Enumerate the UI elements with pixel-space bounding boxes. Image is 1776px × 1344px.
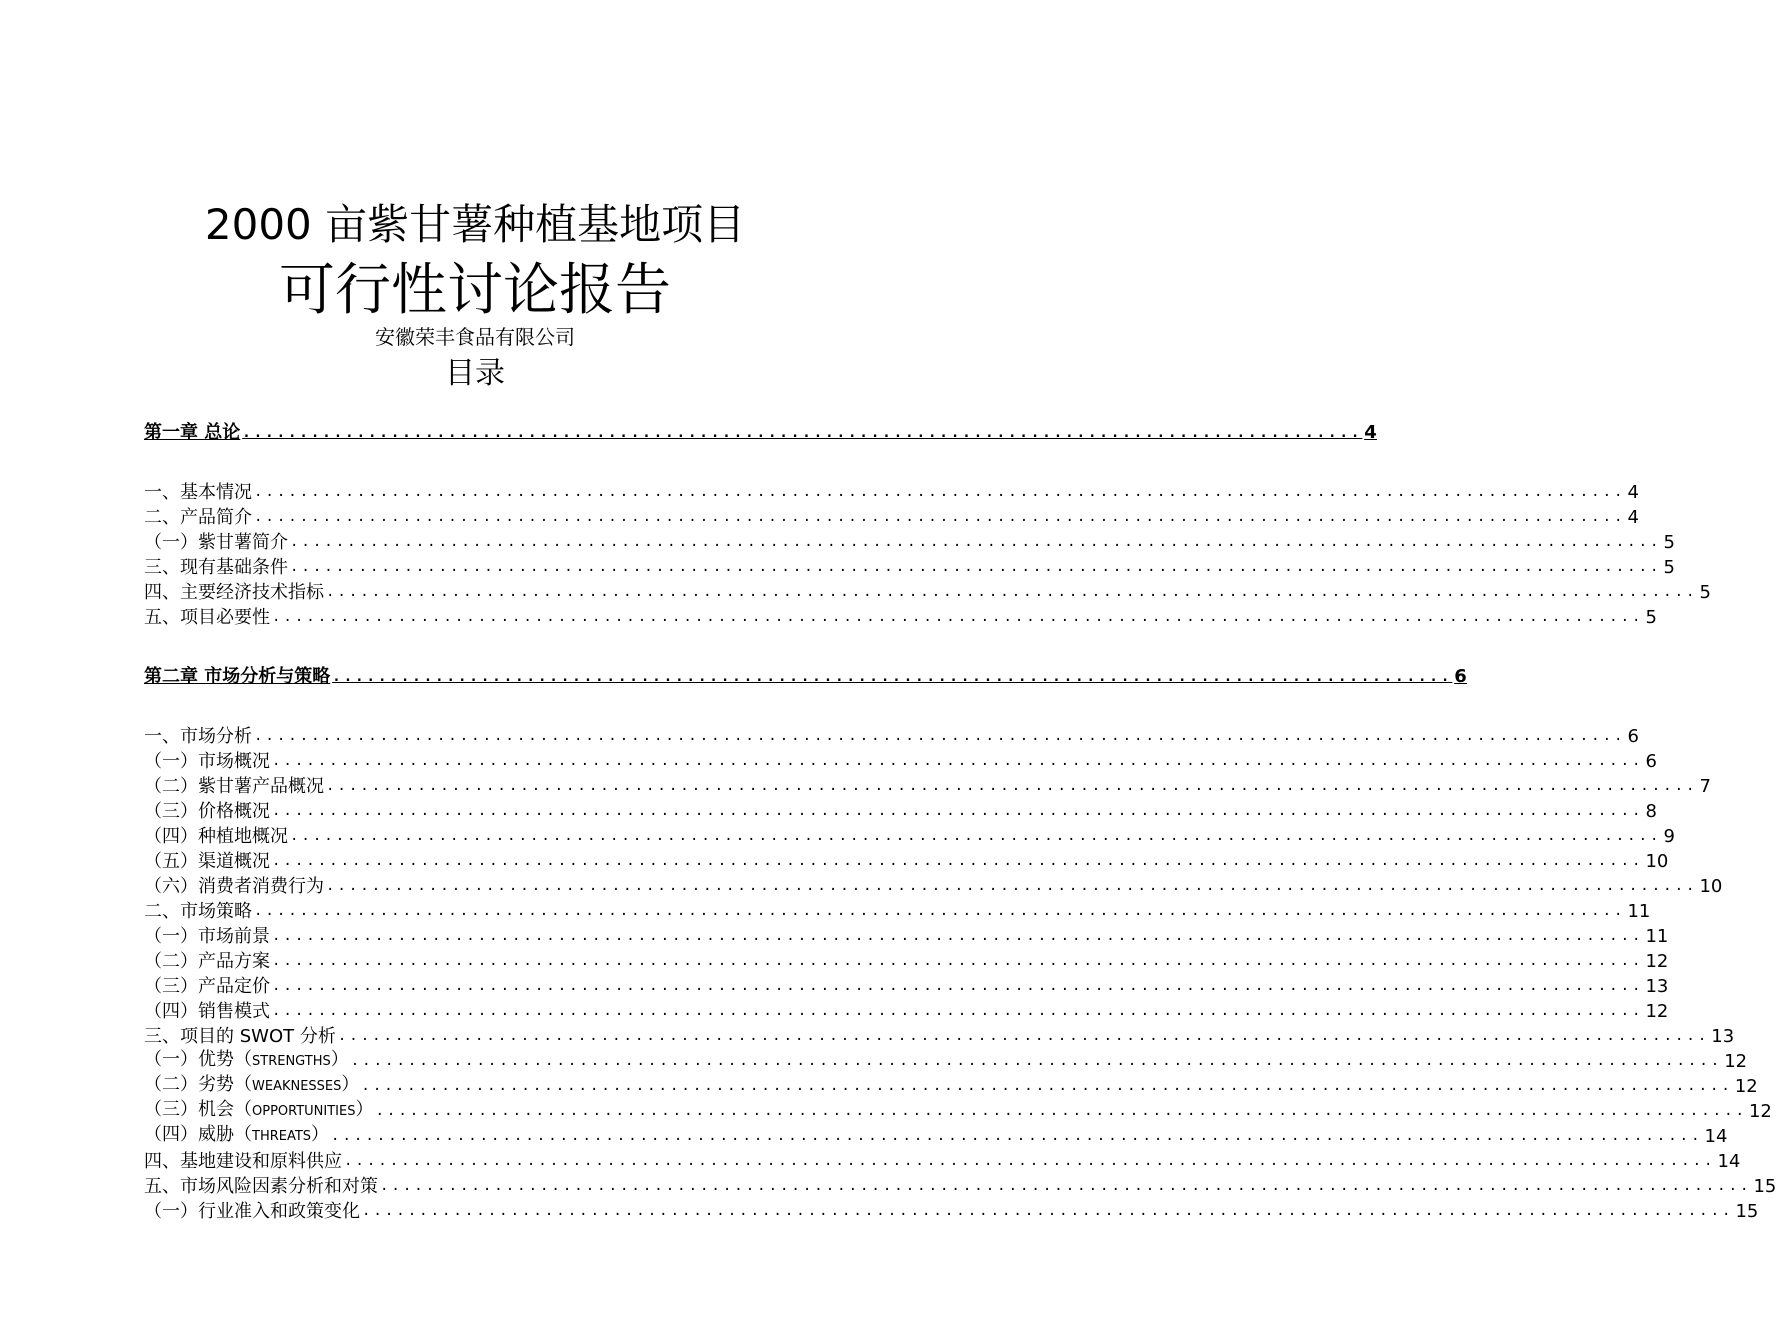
toc-leader: ........................................................................................................................ xyxy=(350,1053,1723,1069)
toc-chapter-label: 第二章 市场分析与策略 xyxy=(144,666,331,687)
toc-page-number: 6 xyxy=(1645,751,1657,772)
toc-page-number: 10 xyxy=(1699,876,1723,897)
toc-entry-text: 三、项目的 SWOT 分析 xyxy=(144,1026,336,1047)
toc-entry[interactable] xyxy=(144,974,1669,999)
toc-page-number: 4 xyxy=(1627,507,1639,528)
toc-entry-text: 一、基本情况 xyxy=(144,482,252,503)
company-name: 安徽荣丰食品有限公司 xyxy=(375,325,575,349)
toc-entry[interactable] xyxy=(144,580,1711,605)
toc-entry-text: 五、项目必要性 xyxy=(144,607,270,628)
toc-entry-text-tail: ） xyxy=(330,1049,349,1070)
toc-leader: ........................................................................................................................ xyxy=(254,484,1626,500)
toc-page-number: 5 xyxy=(1663,532,1675,553)
toc-heading: 目录 xyxy=(445,356,505,391)
toc-entry-text: （一）紫甘薯简介 xyxy=(144,532,288,553)
toc-entry-text: 五、市场风险因素分析和对策 xyxy=(144,1176,378,1197)
toc-leader: ........................................................................................................................ xyxy=(337,1028,1710,1044)
toc-entry-label xyxy=(144,999,270,1024)
toc-entry-text-tail: ） xyxy=(355,1099,374,1120)
toc-entry[interactable] xyxy=(144,774,1711,799)
toc-entry-text: （二）产品方案 xyxy=(144,951,270,972)
toc-entry-english: OPPORTUNITIES xyxy=(252,1104,356,1119)
toc-leader: ........................................................................................................................ xyxy=(326,584,1698,600)
toc-page-number: 4 xyxy=(1364,422,1377,443)
toc-entry[interactable] xyxy=(144,949,1669,974)
toc-leader: ........................................................................................................................ xyxy=(380,1178,1752,1194)
toc-entry-label xyxy=(144,749,270,774)
toc-page-number: 10 xyxy=(1645,851,1669,872)
toc-entry-text: （四）销售模式 xyxy=(144,1001,270,1022)
toc-entry-text: （四）种植地概况 xyxy=(144,826,288,847)
table-of-contents xyxy=(144,418,1776,1224)
toc-entry[interactable] xyxy=(144,1049,1748,1074)
toc-entry[interactable] xyxy=(144,899,1651,924)
toc-page-number: 12 xyxy=(1748,1101,1772,1122)
toc-entry[interactable] xyxy=(144,874,1723,899)
toc-entry-label xyxy=(144,605,270,630)
toc-entry-label xyxy=(144,774,324,799)
toc-leader: ........................................................................................................................ xyxy=(272,978,1644,994)
toc-page-number: 12 xyxy=(1734,1076,1758,1097)
toc-entry[interactable] xyxy=(144,1124,1728,1149)
document-subtitle: 可行性讨论报告 xyxy=(279,258,671,323)
toc-entry[interactable] xyxy=(144,824,1675,849)
toc-entry-label xyxy=(144,480,252,505)
toc-chapter-2[interactable] xyxy=(144,662,1467,692)
toc-leader: ........................................................................................................................ xyxy=(361,1078,1733,1094)
toc-entry-text: （一）市场前景 xyxy=(144,926,270,947)
toc-page-number: 14 xyxy=(1704,1126,1728,1147)
toc-entry-text: （五）渠道概况 xyxy=(144,851,270,872)
toc-page-number: 15 xyxy=(1735,1201,1759,1222)
toc-chapter-1[interactable] xyxy=(144,418,1377,448)
toc-leader: ........................................................................................................................ xyxy=(290,559,1662,575)
toc-page-number: 13 xyxy=(1645,976,1669,997)
toc-entry-label xyxy=(144,1097,374,1124)
toc-entry-english: STRENGTHS xyxy=(252,1054,331,1069)
toc-leader: ........................................................................................................................ xyxy=(254,903,1626,919)
toc-chapter-2-items xyxy=(144,724,1776,1224)
toc-page-number: 9 xyxy=(1663,826,1675,847)
toc-chapter-label: 第一章 总论 xyxy=(144,422,241,443)
toc-entry-label xyxy=(144,1072,359,1099)
toc-entry-label xyxy=(144,555,288,580)
toc-entry-text: （四）威胁（ xyxy=(144,1124,252,1145)
toc-entry-label xyxy=(144,1047,349,1074)
toc-entry-text: 一、市场分析 xyxy=(144,726,252,747)
toc-leader: ........................................................................................................................ xyxy=(344,1153,1716,1169)
toc-entry-text-tail: ） xyxy=(311,1124,330,1145)
toc-entry-text: （三）产品定价 xyxy=(144,976,270,997)
toc-leader: .................................................................................................. xyxy=(242,425,1363,441)
toc-entry[interactable] xyxy=(144,924,1669,949)
toc-leader: ........................................................................................................................ xyxy=(272,853,1644,869)
toc-entry-label xyxy=(144,949,270,974)
toc-entry-text: （二）紫甘薯产品概况 xyxy=(144,776,324,797)
toc-page-number: 4 xyxy=(1627,482,1639,503)
toc-entry[interactable] xyxy=(144,1024,1735,1049)
toc-entry-label xyxy=(144,1174,378,1199)
toc-leader: ........................................................................................................................ xyxy=(290,534,1662,550)
document-title: 2000 亩紫甘薯种植基地项目 xyxy=(204,200,746,249)
toc-entry-text: 四、基地建设和原料供应 xyxy=(144,1151,342,1172)
toc-entry[interactable] xyxy=(144,1099,1772,1124)
toc-entry[interactable] xyxy=(144,505,1639,530)
toc-entry-text: （三）价格概况 xyxy=(144,801,270,822)
toc-entry-label xyxy=(144,824,288,849)
toc-page-number: 13 xyxy=(1711,1026,1735,1047)
toc-entry-label xyxy=(144,899,252,924)
toc-leader: ........................................................................................................................ xyxy=(331,1128,1703,1144)
toc-entry[interactable] xyxy=(144,999,1669,1024)
toc-entry-label xyxy=(144,799,270,824)
toc-entry-label xyxy=(144,505,252,530)
toc-entry-label xyxy=(144,1024,336,1049)
toc-entry-text: 四、主要经济技术指标 xyxy=(144,582,324,603)
toc-page-number: 7 xyxy=(1699,776,1711,797)
toc-page-number: 5 xyxy=(1663,557,1675,578)
toc-entry-label xyxy=(144,530,288,555)
toc-leader: ........................................................................................................................ xyxy=(254,728,1626,744)
toc-leader: ........................................................................................................................ xyxy=(272,753,1644,769)
toc-entry-label xyxy=(144,924,270,949)
toc-entry[interactable] xyxy=(144,849,1669,874)
toc-entry-text: （六）消费者消费行为 xyxy=(144,876,324,897)
toc-page-number: 12 xyxy=(1645,1001,1669,1022)
toc-leader: ........................................................................................................................ xyxy=(326,878,1698,894)
toc-entry-english: WEAKNESSES xyxy=(252,1079,342,1094)
toc-chapter-1-items xyxy=(144,480,1711,630)
toc-entry[interactable] xyxy=(144,555,1675,580)
toc-page-number: 6 xyxy=(1627,726,1639,747)
toc-entry-label xyxy=(144,580,324,605)
toc-entry-label xyxy=(144,874,324,899)
toc-leader: ........................................................................................................................ xyxy=(290,828,1662,844)
toc-entry-label xyxy=(144,1122,329,1149)
toc-page-number: 8 xyxy=(1645,801,1657,822)
toc-page-number: 12 xyxy=(1724,1051,1748,1072)
toc-entry-text: （二）劣势（ xyxy=(144,1074,252,1095)
toc-entry[interactable] xyxy=(144,724,1639,749)
toc-entry-text: 三、现有基础条件 xyxy=(144,557,288,578)
toc-entry-text: （三）机会（ xyxy=(144,1099,252,1120)
toc-leader: ........................................................................................................................ xyxy=(326,778,1698,794)
toc-entry-label xyxy=(144,849,270,874)
toc-entry[interactable] xyxy=(144,1174,1776,1199)
toc-leader: .................................................................................................. xyxy=(332,669,1453,685)
toc-entry[interactable] xyxy=(144,605,1657,630)
toc-entry-text: （一）优势（ xyxy=(144,1049,252,1070)
toc-page-number: 15 xyxy=(1753,1176,1776,1197)
toc-leader: ........................................................................................................................ xyxy=(375,1103,1747,1119)
toc-leader: ........................................................................................................................ xyxy=(272,609,1644,625)
toc-leader: ........................................................................................................................ xyxy=(272,953,1644,969)
toc-entry[interactable] xyxy=(144,1074,1758,1099)
toc-entry-english: THREATS xyxy=(252,1129,312,1144)
toc-entry[interactable] xyxy=(144,480,1639,505)
toc-entry-label xyxy=(144,1199,360,1224)
toc-entry-label xyxy=(144,1149,342,1174)
toc-entry[interactable] xyxy=(144,799,1657,824)
toc-entry-text-tail: ） xyxy=(341,1074,360,1095)
toc-entry[interactable] xyxy=(144,1199,1759,1224)
toc-page-number: 6 xyxy=(1454,666,1467,687)
toc-entry-text: （一）行业准入和政策变化 xyxy=(144,1201,360,1222)
toc-entry-text: 二、产品简介 xyxy=(144,507,252,528)
toc-entry-text: 二、市场策略 xyxy=(144,901,252,922)
toc-page-number: 5 xyxy=(1645,607,1657,628)
toc-leader: ........................................................................................................................ xyxy=(272,803,1644,819)
toc-page-number: 11 xyxy=(1645,926,1669,947)
toc-leader: ........................................................................................................................ xyxy=(254,509,1626,525)
toc-entry-text: （一）市场概况 xyxy=(144,751,270,772)
toc-page-number: 14 xyxy=(1717,1151,1741,1172)
toc-page-number: 12 xyxy=(1645,951,1669,972)
toc-entry-label xyxy=(144,724,252,749)
toc-leader: ........................................................................................................................ xyxy=(362,1203,1734,1219)
toc-entry[interactable] xyxy=(144,530,1675,555)
toc-page-number: 11 xyxy=(1627,901,1651,922)
toc-entry-label xyxy=(144,974,270,999)
toc-leader: ........................................................................................................................ xyxy=(272,1003,1644,1019)
toc-entry[interactable] xyxy=(144,1149,1741,1174)
toc-entry[interactable] xyxy=(144,749,1657,774)
toc-leader: ........................................................................................................................ xyxy=(272,928,1644,944)
toc-page-number: 5 xyxy=(1699,582,1711,603)
